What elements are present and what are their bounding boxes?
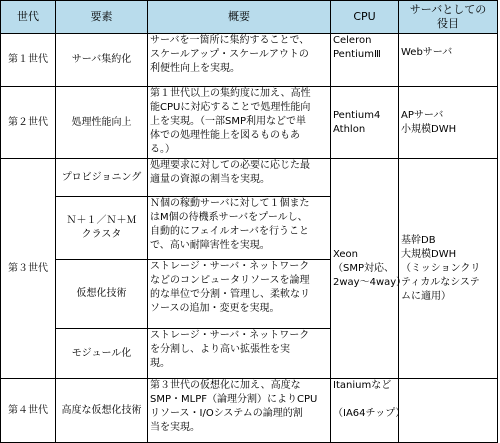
- gen4-cpu-line: [333, 393, 396, 407]
- gen4-cpu-line: （IA64チップ）: [333, 408, 406, 419]
- gen3-element-line: 仮想化技術: [76, 288, 127, 299]
- gen3-role: [399, 159, 498, 379]
- header-element: 要素: [56, 1, 148, 34]
- gen3-overview-line: ストレージ・サーバ・ネットワーク: [150, 261, 310, 272]
- gen4-role: [399, 379, 498, 443]
- gen3-overview-line: 的な単位で分割・管理し、柔軟なリ: [150, 289, 310, 300]
- header-role: [399, 1, 498, 34]
- gen3-overview-line: 自動的にフェイルオーバを行うこと: [150, 226, 309, 237]
- gen3-overview-line: を分割し、より高い拡張性を実: [150, 344, 290, 355]
- gen2-overview: [148, 87, 331, 159]
- gen1-element: サーバ集約化: [56, 34, 148, 87]
- gen3-element-line: モジュール化: [71, 347, 132, 359]
- gen4-label: 第４世代: [1, 379, 56, 443]
- gen3-overview-line: ソースの追加・変更を実現。: [150, 303, 280, 314]
- gen1-overview-line: スケールアップ・スケールアウトの: [150, 49, 309, 60]
- gen3-cpu: [331, 159, 407, 379]
- gen4-overview-line: 第３世代の仮想化に加え、高度な: [150, 380, 301, 391]
- gen3-cpu-line: （SMP対応、: [333, 262, 395, 274]
- gen3-row-provisioning: [1, 159, 498, 197]
- gen3-overview-modular: [148, 329, 331, 379]
- gen3-overview-line: 処理要求に対しての必要に応じた最: [150, 160, 310, 171]
- header-role-line: サーバとしての: [409, 3, 487, 16]
- gen3-overview-cluster: [148, 197, 331, 260]
- gen4-overview-line: SMP・MLPF（論理分割）によりCPU: [150, 394, 318, 405]
- gen2-overview-line: 第１世代以上の集約度に加え、高性: [150, 88, 311, 99]
- gen1-cpu-line: PentiumⅢ: [333, 49, 381, 60]
- gen1-role-line: Webサーバ: [401, 47, 453, 58]
- gen3-role-line: 大規模DWH: [401, 248, 457, 260]
- gen2-overview-line: る。）: [150, 144, 175, 155]
- gen2-cpu: [331, 87, 399, 159]
- gen3-element-modular: [56, 329, 148, 379]
- gen3-overview-line: で、高い耐障害性を実現。: [150, 240, 270, 251]
- gen2-role: [399, 87, 498, 159]
- gen3-overview-provisioning: [148, 159, 331, 197]
- gen4-row: [1, 379, 498, 443]
- header-overview: 概要: [148, 1, 331, 34]
- gen4-overview-line: 当を実現。: [150, 422, 200, 433]
- gen4-overview-line: リソース・I/Oシステムの論理的割: [150, 408, 303, 419]
- header-cpu: CPU: [331, 1, 399, 34]
- gen2-element: 処理性能向上: [56, 87, 148, 159]
- gen3-element-line: クラスタ: [81, 229, 122, 240]
- gen3-element-virtualization: [56, 260, 148, 329]
- gen3-role-line: ティカルなシステ: [401, 276, 480, 288]
- gen3-overview-virtualization: [148, 260, 331, 329]
- gen3-overview-line: などのコンピュータリソースを論理: [150, 275, 310, 286]
- gen3-cpu-line: 2way〜4way）: [333, 276, 407, 288]
- header-role-line: 役目: [437, 17, 459, 30]
- gen2-cpu-line: Pentium4: [333, 109, 381, 121]
- gen3-element-line: プロビジョニング: [61, 171, 142, 183]
- gen3-role-line: （ミッションクリ: [401, 262, 481, 274]
- gen2-role-line: APサーバ: [401, 109, 444, 121]
- gen2-overview-line: 上を実現。（一部SMP利用などで単: [150, 116, 307, 127]
- gen3-overview-line: Ｎ個の稼動サーバに対して１個また: [150, 198, 310, 209]
- gen1-cpu: [331, 34, 399, 87]
- gen1-overview-line: 利便性向上を実現。: [150, 63, 240, 74]
- gen3-role-line: ムに適用）: [401, 290, 451, 302]
- header-row: [1, 1, 498, 34]
- gen2-label: 第２世代: [1, 87, 56, 159]
- gen3-label: 第３世代: [1, 159, 56, 379]
- gen1-overview-line: サーバを一箇所に集約することで、: [150, 35, 310, 46]
- gen1-cpu-line: Celeron: [333, 35, 372, 46]
- gen3-element-line: Ｎ＋１／Ｎ＋Ｍ: [66, 215, 137, 226]
- gen2-role-line: 小規模DWH: [401, 123, 457, 135]
- gen1-row: [1, 34, 498, 87]
- gen3-overview-line: はM個の待機系サーバをプールし、: [150, 212, 308, 223]
- gen3-overview-line: 適量の資源の割当を実現。: [150, 174, 270, 185]
- gen4-cpu-line: Itaniumなど: [333, 380, 392, 391]
- gen3-element-cluster: [56, 197, 148, 260]
- gen4-element: 高度な仮想化技術: [56, 379, 148, 443]
- gen4-overview: [148, 379, 331, 443]
- gen2-cpu-line: Athlon: [333, 123, 366, 135]
- gen2-overview-line: 能CPUに対応することで処理性能向: [150, 102, 311, 113]
- header-generation: 世代: [1, 1, 56, 34]
- gen2-row: [1, 87, 498, 159]
- gen3-overview-line: 現。: [150, 358, 170, 369]
- gen1-overview: [148, 34, 331, 87]
- gen2-overview-line: 体での処理性能上を図るものもあ: [150, 130, 300, 141]
- gen4-cpu: [331, 379, 406, 443]
- gen3-role-line: 基幹DB: [401, 234, 436, 246]
- gen3-cpu-line: Xeon: [333, 248, 359, 260]
- gen1-label: 第１世代: [1, 34, 56, 87]
- gen1-role: [399, 34, 498, 87]
- gen3-overview-line: ストレージ・サーバ・ネットワーク: [150, 330, 310, 341]
- gen3-element-provisioning: [56, 159, 148, 197]
